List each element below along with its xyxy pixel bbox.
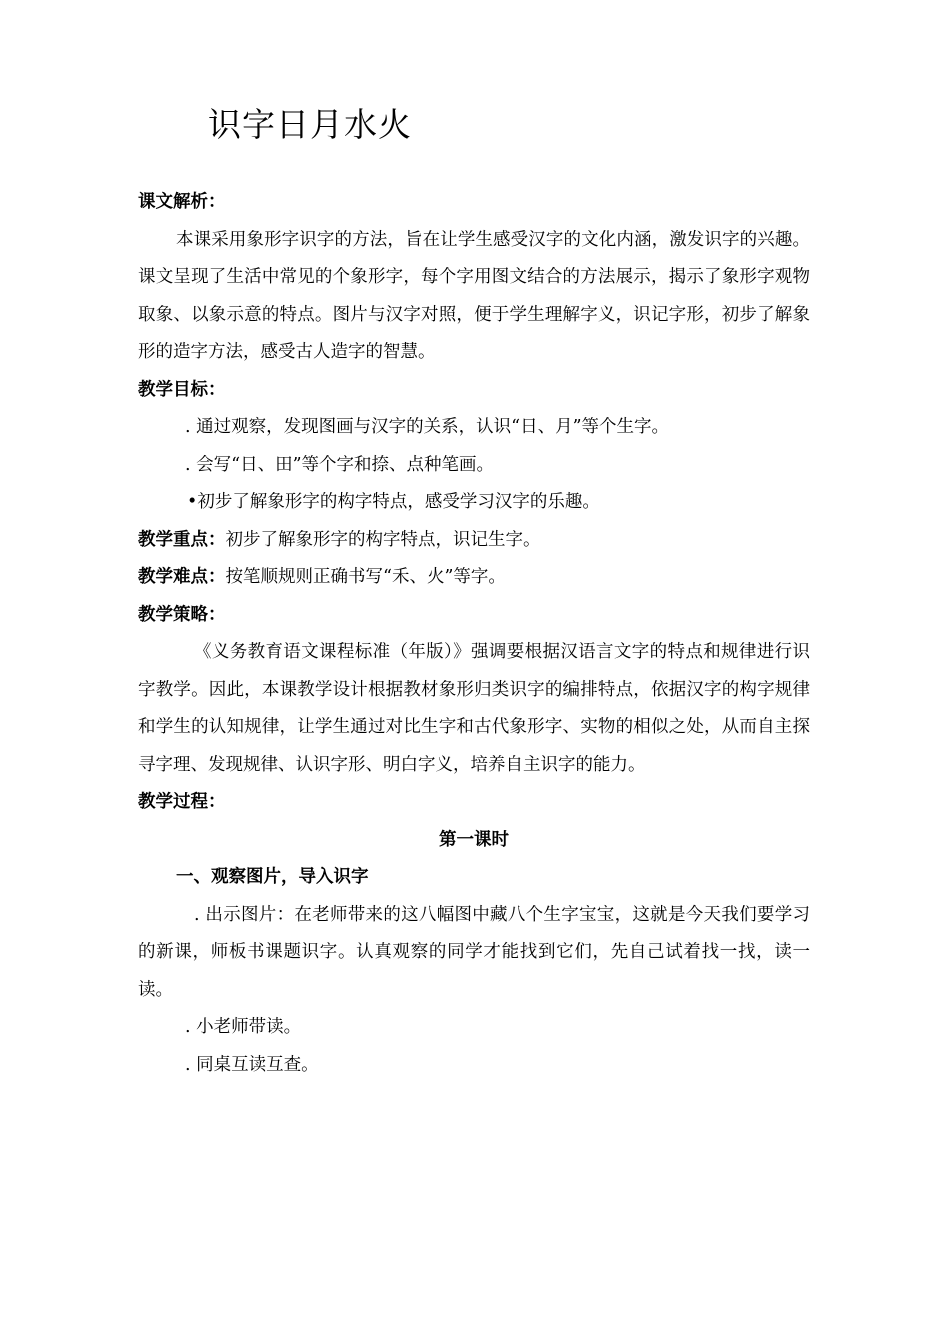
difficulty-label: 教学难点： <box>138 567 226 587</box>
key-point-label: 教学重点： <box>138 529 226 550</box>
objective-item-1: . 通过观察，发现图画与汉字的关系，认识“日、月”等个生字。 <box>185 417 670 437</box>
difficulty-text: 按笔顺规则正确书写“禾、火”等字。 <box>225 567 506 587</box>
lesson-title: 第一课时 <box>439 829 509 850</box>
key-point-text: 初步了解象形字的构字特点，识记生字。 <box>225 529 541 550</box>
difficulty-line <box>138 559 810 597</box>
process-step-3: . 同桌互读互查。 <box>185 1054 319 1075</box>
objectives-heading: 教学目标： <box>138 379 226 400</box>
strategy-paragraph: 《义务教育语文课程标准（年版）》强调要根据汉语言文字的特点和规律进行识字教学。因此，本课教学设计根据教材象形归类识字的编排特点，依据汉字的构字规律和学生的认知规律，让学生通过对比生字和古代象形字、实物的相似之处，从而自主探寻字理、发现规律、认识字形、明白字义，培养自主识字的能力。 <box>138 642 810 775</box>
page-title: 识字日月水火 <box>208 105 412 144</box>
section-title: 一、观察图片，导入识字 <box>176 867 369 887</box>
process-step-2: . 小老师带读。 <box>185 1017 302 1037</box>
key-point-line <box>138 522 810 560</box>
strategy-heading: 教学策略： <box>138 604 226 625</box>
analysis-heading: 课文解析： <box>138 192 226 212</box>
analysis-paragraph: 本课采用象形字识字的方法，旨在让学生感受汉字的文化内涵，激发识字的兴趣。课文呈现了生活中常见的个象形字，每个字用图文结合的方法展示，揭示了象形字观物取象、以象示意的特点。图片与汉字对照，便于学生理解字义，识记字形，初步了解象形的造字方法，感受古人造字的智慧。 <box>138 229 810 362</box>
process-heading: 教学过程： <box>138 792 226 812</box>
objective-item-2: . 会写“日、田”等个字和捺、点种笔画。 <box>185 454 495 475</box>
process-step-1: . 出示图片：在老师带来的这八幅图中藏八个生字宝宝，这就是今天我们要学习的新课，师板书课题识字。认真观察的同学才能找到它们，先自己试着找一找，读一读。 <box>138 904 810 1000</box>
objective-item-3: •初步了解象形字的构字特点，感受学习汉字的乐趣。 <box>187 492 600 512</box>
document-body <box>138 184 810 1084</box>
